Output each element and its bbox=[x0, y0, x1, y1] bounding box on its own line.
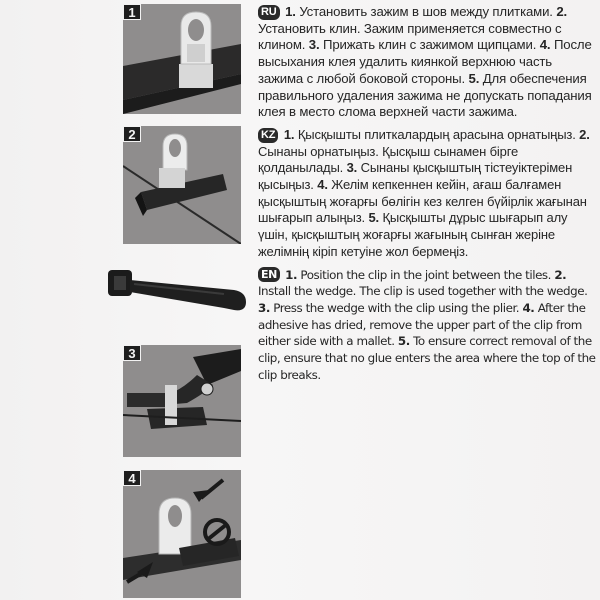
clip-in-joint-picture bbox=[123, 4, 241, 114]
kz-step-5-text: Қысқышты дұрыс шығарып алу үшін, қысқыштың жоғарғы жағының сынған жеріне желімнің кіріп кетуіне жол бермеңіз. bbox=[258, 210, 568, 259]
kz-step-3-text: Сынаны қысқыштың тістеуіктерімен қысыңыз. bbox=[258, 160, 573, 193]
en-step-5-text: To ensure correct removal of the clip, ensure that no glue enters the area where the top of the clip breaks. bbox=[258, 334, 596, 382]
language-badge-kz: KZ bbox=[258, 128, 278, 143]
en-step-1-text: Position the clip in the joint between the tiles. bbox=[297, 267, 555, 282]
ru-step-1-number: 1. bbox=[285, 4, 296, 19]
instructions-text-column bbox=[258, 4, 598, 389]
step-1-illustration bbox=[123, 4, 241, 114]
kz-step-2-text: Сынаны орнатыңыз. Қысқыш сынамен бірге қолданылады. bbox=[258, 143, 519, 176]
kz-step-2-number: 2. bbox=[579, 126, 590, 142]
step-3-illustration bbox=[123, 345, 241, 457]
ru-step-2-text: Установить клин. Зажим применяется совместно с клином. bbox=[258, 20, 562, 53]
kz-step-4-text: Желім кепкеннен кейін, ағаш балғамен қысқыштың жоғарғы бөлігін кез келген бүйірлік жағынан шығарып алыңыз. bbox=[258, 177, 587, 226]
plier-picture bbox=[123, 345, 241, 457]
ru-step-3-number: 3. bbox=[308, 37, 320, 53]
instructions-en bbox=[258, 267, 598, 384]
plastic-strap-picture bbox=[104, 262, 254, 322]
step-number-2: 2 bbox=[123, 126, 141, 142]
language-badge-en: EN bbox=[258, 267, 280, 282]
en-step-2-text: Install the wedge. The clip is used together with the wedge. bbox=[258, 284, 588, 299]
instructions-ru bbox=[258, 4, 598, 121]
step-4-illustration bbox=[123, 470, 241, 598]
en-step-2-number: 2. bbox=[554, 267, 567, 282]
kz-step-5-number: 5. bbox=[368, 210, 379, 226]
ru-step-2-number: 2. bbox=[556, 4, 568, 19]
ru-step-4-text: После высыхания клея удалить киянкой верхнюю часть зажима с любой боковой стороны. bbox=[258, 37, 592, 86]
mallet-removal-picture bbox=[123, 470, 241, 598]
ru-step-1-text: Установить зажим в шов между плитками. bbox=[295, 4, 557, 19]
kz-step-3-number: 3. bbox=[346, 160, 358, 176]
ru-step-5-number: 5. bbox=[468, 70, 480, 86]
en-step-4-number: 4. bbox=[522, 300, 535, 315]
ru-step-3-text: Прижать клин с зажимом щипцами. bbox=[319, 37, 540, 53]
en-step-5-number: 5. bbox=[397, 334, 410, 349]
ru-step-5-text: Для обеспечения правильного удаления зажима не допускать попадания клея в место слома верхней части зажима. bbox=[258, 70, 592, 120]
wedge-picture bbox=[123, 126, 241, 244]
en-step-4-text: After the adhesive has dried, remove the upper part of the clip from either side with a mallet. bbox=[258, 300, 586, 349]
kz-step-1-number: 1. bbox=[283, 126, 295, 142]
kz-step-4-number: 4. bbox=[317, 177, 328, 193]
en-step-1-number: 1. bbox=[285, 267, 298, 282]
step-number-1: 1 bbox=[123, 4, 141, 20]
en-step-3-text: Press the wedge with the clip using the plier. bbox=[269, 300, 523, 315]
step-number-3: 3 bbox=[123, 345, 141, 361]
en-step-3-number: 3. bbox=[258, 300, 270, 315]
kz-step-1-text: Қысқышты плиткалардың арасына орнатыңыз. bbox=[294, 126, 580, 142]
step-2-illustration bbox=[123, 126, 241, 244]
language-badge-ru: RU bbox=[258, 5, 280, 20]
ru-step-4-number: 4. bbox=[539, 37, 551, 53]
instructions-kz bbox=[258, 127, 598, 261]
step-number-4: 4 bbox=[123, 470, 141, 486]
